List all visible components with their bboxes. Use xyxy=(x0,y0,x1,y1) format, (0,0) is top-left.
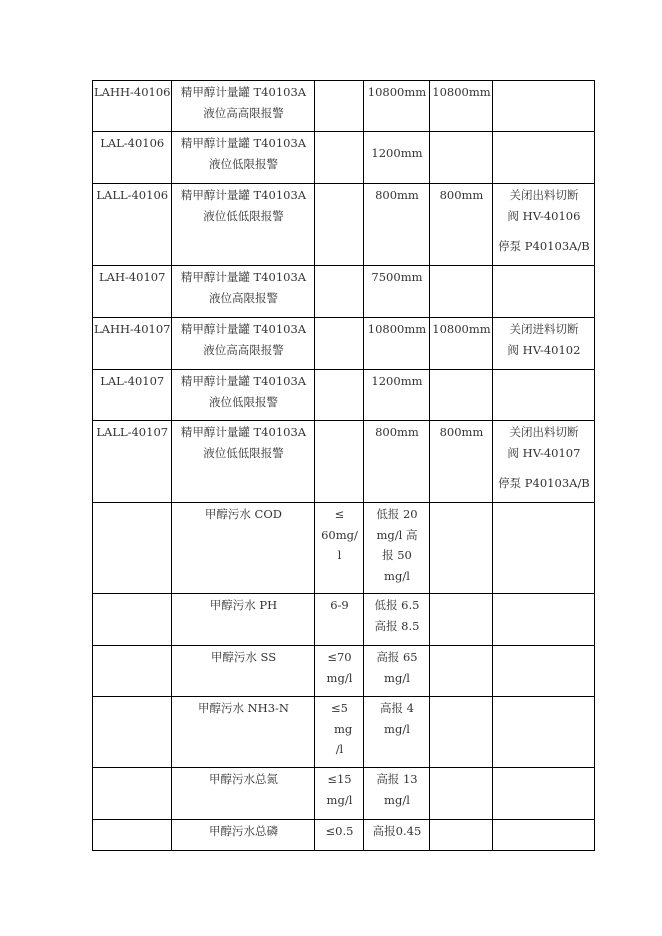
description-cell xyxy=(172,318,315,370)
cell-line: 报 50 xyxy=(382,548,412,562)
cell-line: ≤70 xyxy=(327,650,352,664)
action-cell xyxy=(493,421,595,503)
cell-line: mg/l 高 xyxy=(376,527,418,542)
cell-line: 高报 4 xyxy=(379,701,414,715)
interlock-value-cell xyxy=(430,594,493,646)
description-cell xyxy=(172,768,315,820)
cell-line: 停泵 P40103A/B xyxy=(498,239,590,253)
tag-cell xyxy=(93,132,172,184)
cell-line: ≤ xyxy=(334,507,345,521)
interlock-value-cell xyxy=(430,768,493,820)
standard-cell xyxy=(315,370,364,421)
cell-line: 阀 HV-40106 xyxy=(507,208,581,223)
tag-cell xyxy=(93,184,172,266)
cell-line: 液位低低限报警 xyxy=(203,445,284,460)
standard-cell xyxy=(315,81,364,132)
cell-line: ≤5 xyxy=(330,701,348,715)
cell-line: 甲醇污水总氮 xyxy=(208,772,278,786)
interlock-value-cell xyxy=(430,646,493,697)
cell-line: 甲醇污水 COD xyxy=(204,507,283,521)
cell-line: 阀 HV-40107 xyxy=(507,445,581,460)
alarm-value-cell xyxy=(364,81,430,132)
cell-line: 甲醇污水 PH xyxy=(209,598,278,612)
action-cell xyxy=(493,318,595,370)
interlock-value-cell xyxy=(430,697,493,768)
cell-line xyxy=(494,463,593,473)
cell-line: LALL-40106 xyxy=(96,188,169,202)
cell-line: 60mg/ xyxy=(321,527,358,542)
cell-line: ≤0.5 xyxy=(325,824,354,838)
cell-line: 液位高高限报警 xyxy=(203,105,284,120)
alarm-value-cell xyxy=(364,594,430,646)
interlock-value-cell xyxy=(430,503,493,594)
table-row xyxy=(93,768,595,820)
cell-line: 1200mm xyxy=(371,374,423,388)
cell-line: 液位高限报警 xyxy=(208,290,278,305)
cell-line: 10800mm xyxy=(432,85,491,99)
description-cell xyxy=(172,132,315,184)
standard-cell xyxy=(315,421,364,503)
table-row xyxy=(93,503,595,594)
cell-line: LAL-40107 xyxy=(100,374,165,388)
cell-line: 10800mm xyxy=(367,85,427,99)
standard-cell xyxy=(315,646,364,697)
cell-line: 精甲醇计量罐 T40103A xyxy=(180,85,307,99)
cell-line: 甲醇污水 NH3-N xyxy=(197,701,289,715)
interlock-value-cell xyxy=(430,132,493,184)
cell-line: 阀 HV-40102 xyxy=(507,342,581,357)
standard-cell xyxy=(315,266,364,318)
standard-cell xyxy=(315,503,364,594)
cell-line: /l xyxy=(335,742,344,756)
tag-cell xyxy=(93,318,172,370)
tag-cell xyxy=(93,697,172,768)
table-row xyxy=(93,370,595,421)
description-cell xyxy=(172,820,315,851)
tag-cell xyxy=(93,820,172,851)
action-cell xyxy=(493,184,595,266)
cell-line: LAHH-40106 xyxy=(94,85,171,99)
table-row xyxy=(93,266,595,318)
tag-cell xyxy=(93,594,172,646)
cell-line: 液位低低限报警 xyxy=(203,208,284,223)
action-cell xyxy=(493,768,595,820)
alarm-value-cell xyxy=(364,132,430,184)
cell-line: LAHH-40107 xyxy=(94,322,171,336)
table-row xyxy=(93,594,595,646)
description-cell xyxy=(172,370,315,421)
tag-cell xyxy=(93,768,172,820)
cell-line: 低报 6.5 xyxy=(374,598,420,612)
cell-line: mg/l xyxy=(384,670,410,685)
cell-line: 800mm xyxy=(439,188,484,202)
cell-line: 精甲醇计量罐 T40103A xyxy=(180,270,307,284)
cell-line: LAL-40106 xyxy=(100,136,165,150)
cell-line: mg xyxy=(326,721,353,736)
description-cell xyxy=(172,421,315,503)
description-cell xyxy=(172,503,315,594)
table-body xyxy=(93,81,595,851)
description-cell xyxy=(172,594,315,646)
table-row xyxy=(93,646,595,697)
tag-cell xyxy=(93,81,172,132)
table-row xyxy=(93,318,595,370)
cell-line: 停泵 P40103A/B xyxy=(498,476,590,490)
standard-cell xyxy=(315,318,364,370)
cell-line: mg/l xyxy=(384,792,410,807)
alarm-value-cell xyxy=(364,820,430,851)
cell-line: 10800mm xyxy=(367,322,427,336)
interlock-value-cell xyxy=(430,820,493,851)
table-row xyxy=(93,132,595,184)
description-cell xyxy=(172,266,315,318)
cell-line: 精甲醇计量罐 T40103A xyxy=(180,374,307,388)
cell-line: 关闭出料切断 xyxy=(509,188,579,202)
action-cell xyxy=(493,646,595,697)
interlock-value-cell xyxy=(430,266,493,318)
cell-line: LALL-40107 xyxy=(96,425,169,439)
alarm-value-cell xyxy=(364,768,430,820)
action-cell xyxy=(493,132,595,184)
table-row xyxy=(93,81,595,132)
alarm-value-cell xyxy=(364,318,430,370)
interlock-value-cell xyxy=(430,184,493,266)
interlock-value-cell xyxy=(430,421,493,503)
cell-line: 高报 8.5 xyxy=(374,618,420,633)
description-cell xyxy=(172,184,315,266)
cell-line: mg/l xyxy=(326,792,353,807)
cell-line: 1200mm xyxy=(371,146,423,160)
alarm-value-cell xyxy=(364,646,430,697)
description-cell xyxy=(172,81,315,132)
cell-line: 高报 13 xyxy=(376,772,418,786)
description-cell xyxy=(172,697,315,768)
cell-line: mg/l xyxy=(384,568,410,583)
cell-line: 液位低限报警 xyxy=(208,156,278,171)
cell-line: 800mm xyxy=(439,425,484,439)
alarm-value-cell xyxy=(364,503,430,594)
interlock-value-cell xyxy=(430,81,493,132)
interlock-value-cell xyxy=(430,318,493,370)
cell-line: 高报0.45 xyxy=(372,824,422,838)
action-cell xyxy=(493,820,595,851)
cell-line: 关闭进料切断 xyxy=(509,322,579,336)
action-cell xyxy=(493,266,595,318)
action-cell xyxy=(493,503,595,594)
tag-cell xyxy=(93,421,172,503)
alarm-value-cell xyxy=(364,370,430,421)
cell-line: 800mm xyxy=(375,188,419,202)
tag-cell xyxy=(93,503,172,594)
action-cell xyxy=(493,81,595,132)
alarm-value-cell xyxy=(364,184,430,266)
cell-line: ≤15 xyxy=(327,772,352,786)
standard-cell xyxy=(315,594,364,646)
alarm-value-cell xyxy=(364,421,430,503)
standard-cell xyxy=(315,768,364,820)
cell-line: mg/l xyxy=(326,670,353,685)
alarm-settings-table xyxy=(92,80,595,851)
cell-line: 800mm xyxy=(375,425,419,439)
description-cell xyxy=(172,646,315,697)
table-row xyxy=(93,697,595,768)
cell-line: 液位低限报警 xyxy=(208,394,278,409)
cell-line: 甲醇污水 SS xyxy=(210,650,277,664)
cell-line: 液位高高限报警 xyxy=(203,342,284,357)
cell-line: 精甲醇计量罐 T40103A xyxy=(180,188,307,202)
standard-cell xyxy=(315,697,364,768)
action-cell xyxy=(493,697,595,768)
cell-line: 低报 20 xyxy=(376,507,418,521)
cell-line: LAH-40107 xyxy=(99,270,166,284)
tag-cell xyxy=(93,646,172,697)
tag-cell xyxy=(93,266,172,318)
cell-line xyxy=(494,226,593,236)
tag-cell xyxy=(93,370,172,421)
cell-line: 精甲醇计量罐 T40103A xyxy=(180,136,307,150)
cell-line: 10800mm xyxy=(432,322,491,336)
table-row xyxy=(93,820,595,851)
action-cell xyxy=(493,594,595,646)
cell-line: mg/l xyxy=(384,721,410,736)
cell-line: 精甲醇计量罐 T40103A xyxy=(180,425,307,439)
cell-line xyxy=(365,133,428,143)
action-cell xyxy=(493,370,595,421)
table-row xyxy=(93,184,595,266)
cell-line: 甲醇污水总磷 xyxy=(208,824,278,838)
alarm-value-cell xyxy=(364,266,430,318)
alarm-value-cell xyxy=(364,697,430,768)
cell-line: 6-9 xyxy=(330,598,349,612)
table-row xyxy=(93,421,595,503)
standard-cell xyxy=(315,820,364,851)
cell-line: l xyxy=(337,548,342,562)
standard-cell xyxy=(315,132,364,184)
interlock-value-cell xyxy=(430,370,493,421)
cell-line: 关闭出料切断 xyxy=(509,425,579,439)
cell-line: 高报 65 xyxy=(376,650,418,664)
cell-line: 精甲醇计量罐 T40103A xyxy=(180,322,307,336)
standard-cell xyxy=(315,184,364,266)
cell-line: 7500mm xyxy=(371,270,423,284)
